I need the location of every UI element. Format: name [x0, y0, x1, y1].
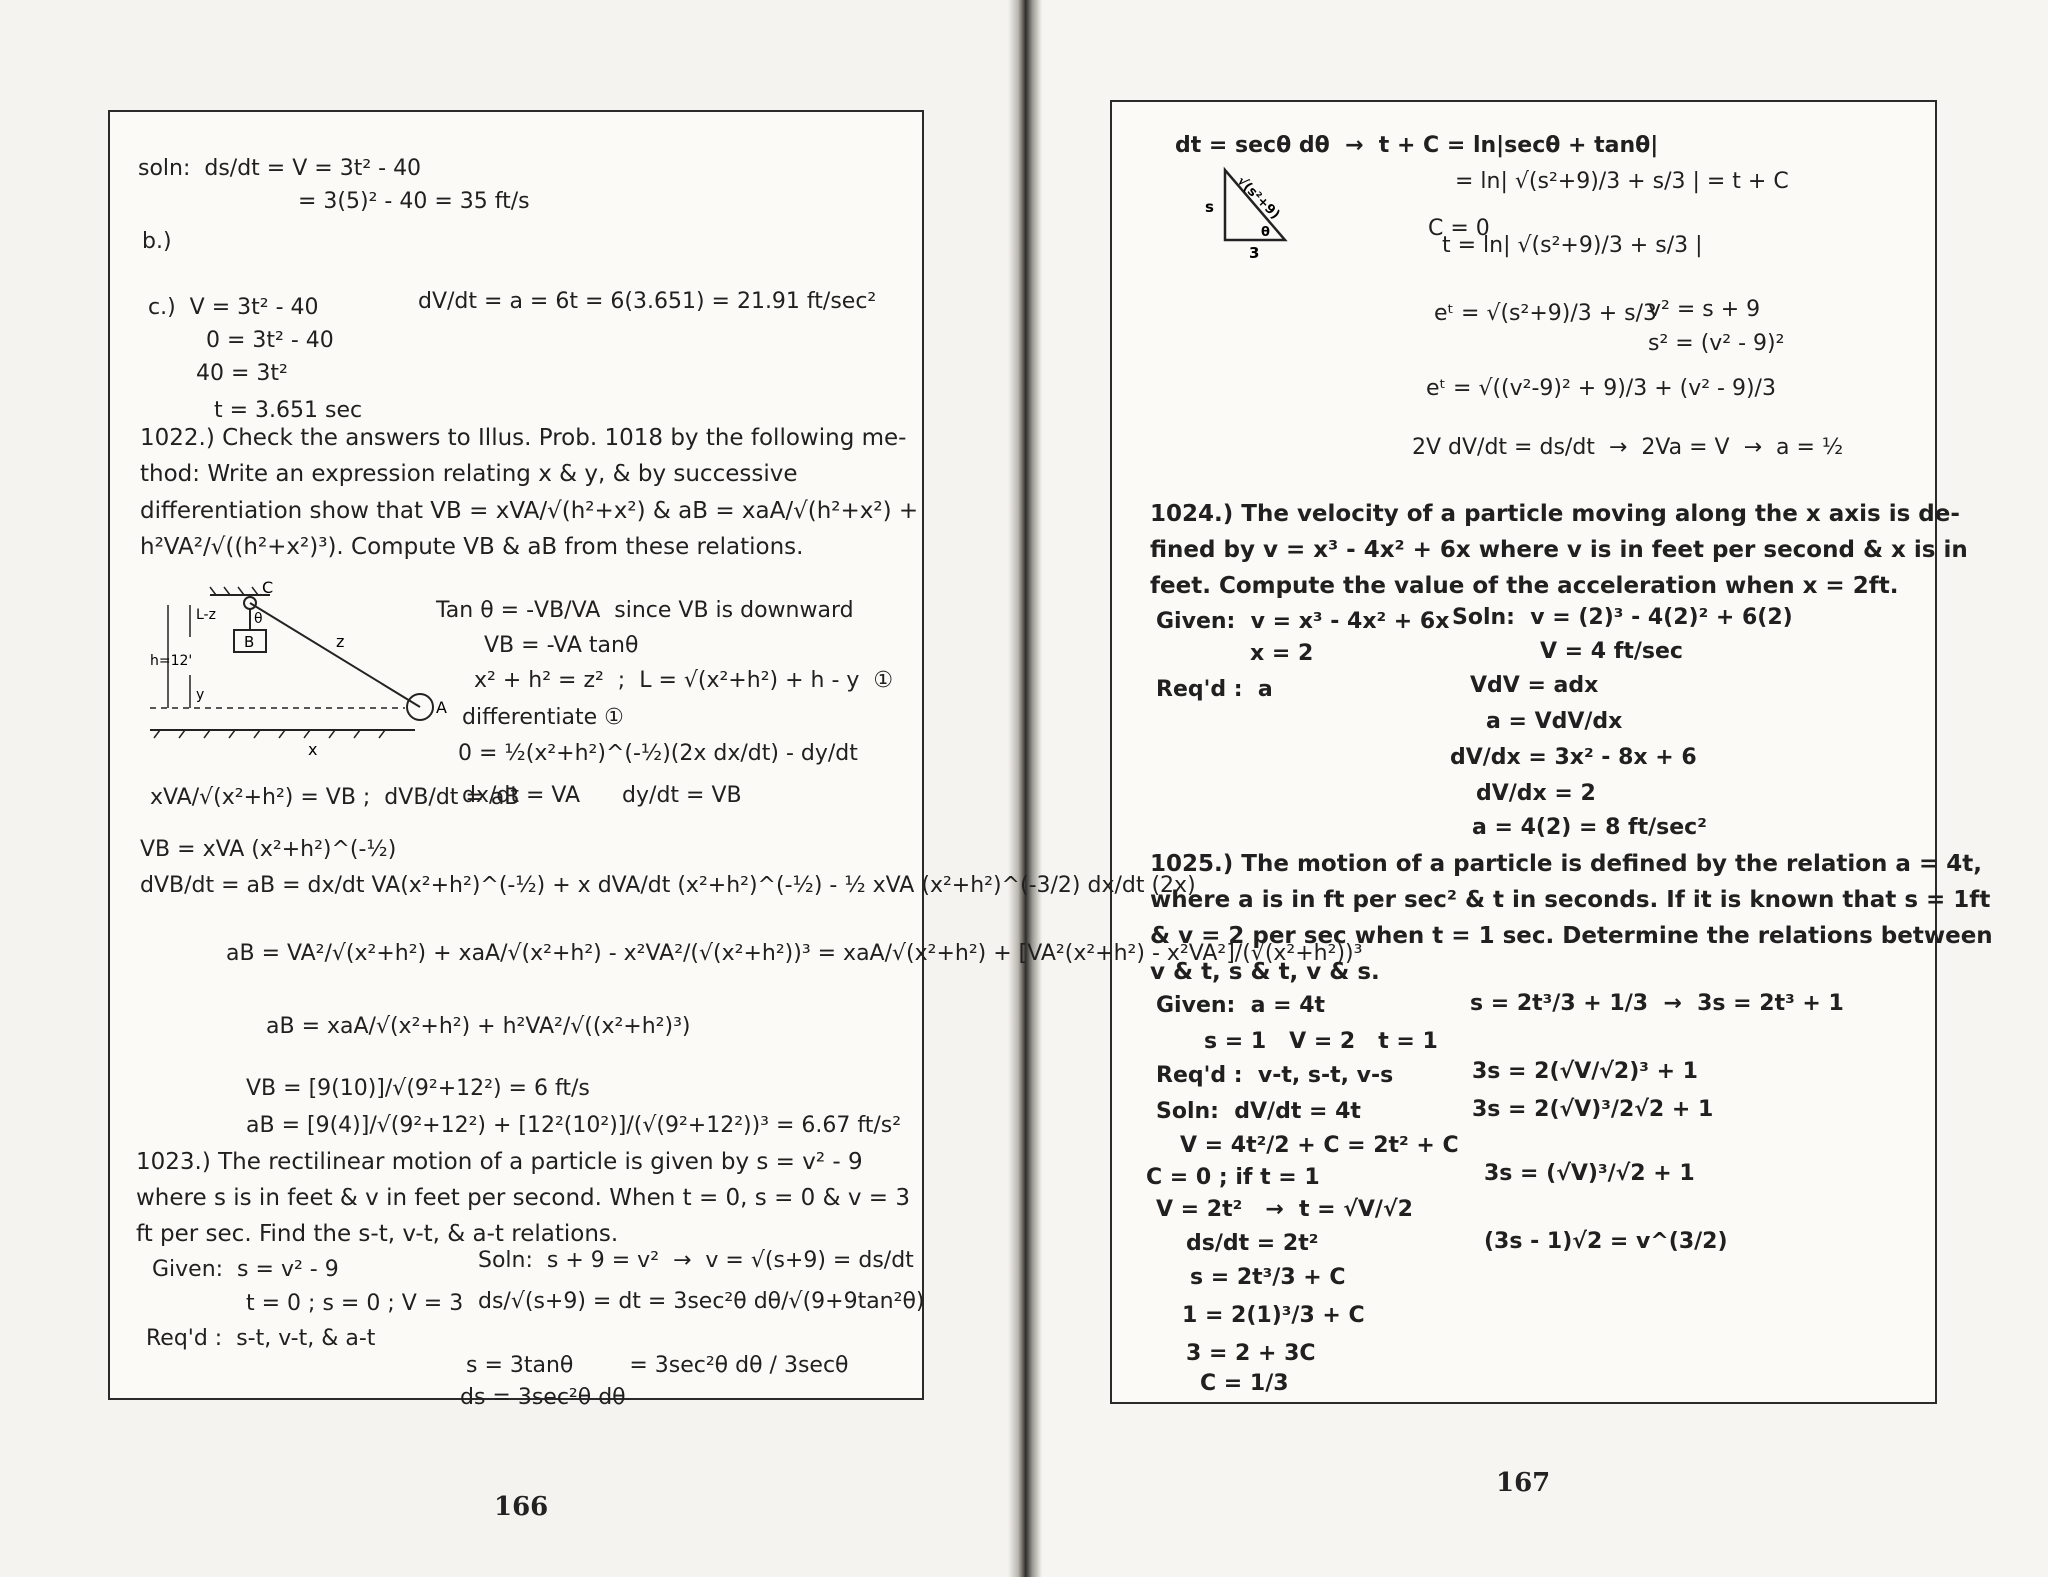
- right-page-line-16: V = 4 ft/sec: [1540, 639, 1683, 664]
- book-spine: [1008, 0, 1042, 1577]
- right-page-line-6: v² = s + 9: [1648, 297, 1761, 322]
- right-page-line-38: ds/dt = 2t²: [1186, 1231, 1319, 1256]
- left-page-line-11: differentiation show that VB = xVA/√(h²+x²) & aB = xaA/√(h²+x²) +: [140, 498, 919, 524]
- right-page-line-17: Req'd : a: [1156, 677, 1273, 702]
- left-page-line-15: x² + h² = z² ; L = √(x²+h²) + h - y ①: [474, 668, 894, 693]
- right-page-line-18: VdV = adx: [1470, 673, 1599, 698]
- diagram-label-h: h=12': [150, 653, 193, 669]
- right-page-line-20: dV/dx = 3x² - 8x + 6: [1450, 745, 1697, 770]
- right-page-line-27: Given: a = 4t: [1156, 993, 1326, 1018]
- right-page-line-31: 3s = 2(√V/√2)³ + 1: [1472, 1059, 1698, 1084]
- diagram-label-x: x: [308, 740, 318, 759]
- left-page-line-9: 1022.) Check the answers to Illus. Prob. 1018 by the following me-: [140, 425, 907, 451]
- right-page-line-43: C = 1/3: [1200, 1371, 1289, 1396]
- right-page-line-3: C = 0: [1428, 216, 1490, 241]
- left-page-line-8: t = 3.651 sec: [214, 398, 363, 423]
- substitution-triangle: [1205, 160, 1325, 260]
- page-number-right: 167: [1496, 1468, 1551, 1498]
- right-page-line-29: s = 1 V = 2 t = 1: [1204, 1029, 1438, 1054]
- left-page-line-16: differentiate ①: [462, 705, 624, 730]
- left-page-line-4: c.) V = 3t² - 40: [148, 295, 319, 320]
- left-page-line-18: xVA/√(x²+h²) = VB ; dVB/dt = aB: [150, 785, 520, 810]
- left-page-line-23: aB = xaA/√(x²+h²) + h²VA²/√((x²+h²)³): [266, 1014, 691, 1039]
- right-page-line-30: Req'd : v-t, s-t, v-s: [1156, 1063, 1394, 1088]
- right-page-line-41: 1 = 2(1)³/3 + C: [1182, 1303, 1365, 1328]
- right-page-line-26: v & t, s & t, v & s.: [1150, 959, 1380, 985]
- right-page-line-8: eᵗ = √((v²-9)² + 9)/3 + (v² - 9)/3: [1426, 376, 1776, 401]
- diagram-label-b: B: [244, 633, 255, 651]
- right-page-line-19: a = VdV/dx: [1486, 709, 1623, 734]
- right-page-line-32: Soln: dV/dt = 4t: [1156, 1099, 1361, 1124]
- diagram-label-a: A: [436, 698, 447, 717]
- right-page-line-28: s = 2t³/3 + 1/3 → 3s = 2t³ + 1: [1470, 991, 1844, 1016]
- left-page-line-34: s = 3tanθ = 3sec²θ dθ / 3secθ: [466, 1353, 849, 1378]
- right-page-line-10: 1024.) The velocity of a particle moving along the x axis is de-: [1150, 501, 1960, 527]
- right-page-line-33: 3s = 2(√V)³/2√2 + 1: [1472, 1097, 1714, 1122]
- right-page-line-9: 2V dV/dt = ds/dt → 2Va = V → a = ½: [1412, 435, 1844, 460]
- diagram-label-z: z: [336, 632, 345, 651]
- right-page-line-7: s² = (v² - 9)²: [1648, 331, 1785, 356]
- right-page-line-42: 3 = 2 + 3C: [1186, 1341, 1316, 1366]
- left-page-line-30: Soln: s + 9 = v² → v = √(s+9) = ds/dt: [478, 1248, 914, 1273]
- right-page-line-5: eᵗ = √(s²+9)/3 + s/3: [1434, 301, 1658, 326]
- right-page-line-13: Given: v = x³ - 4x² + 6x: [1156, 609, 1450, 634]
- right-page-line-4: t = ln| √(s²+9)/3 + s/3 |: [1442, 233, 1703, 258]
- left-page-line-13: Tan θ = -VB/VA since VB is downward: [436, 598, 854, 623]
- diagram-label-l-z: L-z: [196, 607, 216, 623]
- left-page-line-1: soln: ds/dt = V = 3t² - 40: [138, 156, 422, 181]
- left-page-line-27: where s is in feet & v in feet per second. When t = 0, s = 0 & v = 3: [136, 1185, 911, 1211]
- right-page-line-12: feet. Compute the value of the acceleration when x = 2ft.: [1150, 573, 1899, 599]
- right-page-line-22: a = 4(2) = 8 ft/sec²: [1472, 815, 1707, 840]
- right-page-line-36: 3s = (√V)³/√2 + 1: [1484, 1161, 1695, 1186]
- left-page-line-20: VB = xVA (x²+h²)^(-½): [140, 837, 397, 862]
- left-page-line-14: VB = -VA tanθ: [484, 633, 639, 658]
- right-page-line-39: (3s - 1)√2 = v^(3/2): [1484, 1229, 1728, 1254]
- triangle-label-theta: θ: [1261, 225, 1270, 240]
- left-page-line-2: = 3(5)² - 40 = 35 ft/s: [298, 189, 530, 214]
- diagram-label-y: y: [196, 687, 205, 703]
- right-page-line-37: V = 2t² → t = √V/√2: [1156, 1197, 1413, 1222]
- left-page-line-19: dx/dt = VA dy/dt = VB: [462, 783, 742, 808]
- right-page-line-34: V = 4t²/2 + C = 2t² + C: [1180, 1133, 1459, 1158]
- right-page-line-2: = ln| √(s²+9)/3 + s/3 | = t + C: [1455, 169, 1789, 194]
- left-page-line-12: h²VA²/√((h²+x²)³). Compute VB & aB from these relations.: [140, 534, 804, 560]
- right-page-line-11: fined by v = x³ - 4x² + 6x where v is in feet per second & x is in: [1150, 537, 1968, 563]
- right-page-line-1: dt = secθ dθ → t + C = ln|secθ + tanθ|: [1175, 133, 1659, 158]
- left-page-line-6: 0 = 3t² - 40: [206, 328, 334, 353]
- left-page-line-31: t = 0 ; s = 0 ; V = 3: [246, 1291, 464, 1316]
- left-page-line-10: thod: Write an expression relating x & y, & by successive: [140, 461, 798, 487]
- left-page-line-5: dV/dt = a = 6t = 6(3.651) = 21.91 ft/sec²: [418, 289, 877, 314]
- left-page-line-22: aB = VA²/√(x²+h²) + xaA/√(x²+h²) - x²VA²/(√(x²+h²))³ = xaA/√(x²+h²) + [VA²(x²+h²) - x²VA²]/(√(x²+h²))³: [226, 941, 1363, 966]
- triangle-label-s: s: [1205, 198, 1214, 216]
- left-page-line-35: ds = 3sec²θ dθ: [460, 1385, 626, 1410]
- triangle-label-3: 3: [1249, 244, 1260, 260]
- left-page-line-29: Given: s = v² - 9: [152, 1257, 339, 1282]
- right-page-line-21: dV/dx = 2: [1476, 781, 1596, 806]
- left-page-line-28: ft per sec. Find the s-t, v-t, & a-t relations.: [136, 1221, 619, 1247]
- left-page-line-7: 40 = 3t²: [196, 361, 288, 386]
- right-page-line-35: C = 0 ; if t = 1: [1146, 1165, 1320, 1190]
- left-page-line-26: 1023.) The rectilinear motion of a particle is given by s = v² - 9: [136, 1149, 863, 1175]
- left-page-line-24: VB = [9(10)]/√(9²+12²) = 6 ft/s: [246, 1076, 590, 1101]
- left-page-line-32: ds/√(s+9) = dt = 3sec²θ dθ/√(9+9tan²θ): [478, 1289, 925, 1314]
- page-number-left: 166: [494, 1492, 549, 1522]
- triangle-label-hypotenuse: √(s²+9): [1233, 173, 1283, 223]
- pulley-diagram: [150, 575, 450, 775]
- right-page-line-23: 1025.) The motion of a particle is defined by the relation a = 4t,: [1150, 851, 1982, 877]
- right-page-line-14: Soln: v = (2)³ - 4(2)² + 6(2): [1452, 605, 1793, 630]
- right-page-line-24: where a is in ft per sec² & t in seconds. If it is known that s = 1ft: [1150, 887, 1991, 913]
- left-page-line-33: Req'd : s-t, v-t, & a-t: [146, 1326, 376, 1351]
- diagram-label-theta: θ: [254, 611, 263, 627]
- left-page-line-25: aB = [9(4)]/√(9²+12²) + [12²(10²)]/(√(9²+12²))³ = 6.67 ft/s²: [246, 1113, 902, 1138]
- right-page-line-40: s = 2t³/3 + C: [1190, 1265, 1346, 1290]
- right-page-line-15: x = 2: [1250, 641, 1314, 666]
- left-page-line-17: 0 = ½(x²+h²)^(-½)(2x dx/dt) - dy/dt: [458, 741, 858, 766]
- left-page-line-3: b.): [142, 229, 172, 254]
- right-page-line-25: & v = 2 per sec when t = 1 sec. Determine the relations between: [1150, 923, 1993, 949]
- diagram-label-c: C: [262, 578, 274, 597]
- left-page-line-21: dVB/dt = aB = dx/dt VA(x²+h²)^(-½) + x dVA/dt (x²+h²)^(-½) - ½ xVA (x²+h²)^(-3/2) dx/dt (2x): [140, 873, 1196, 898]
